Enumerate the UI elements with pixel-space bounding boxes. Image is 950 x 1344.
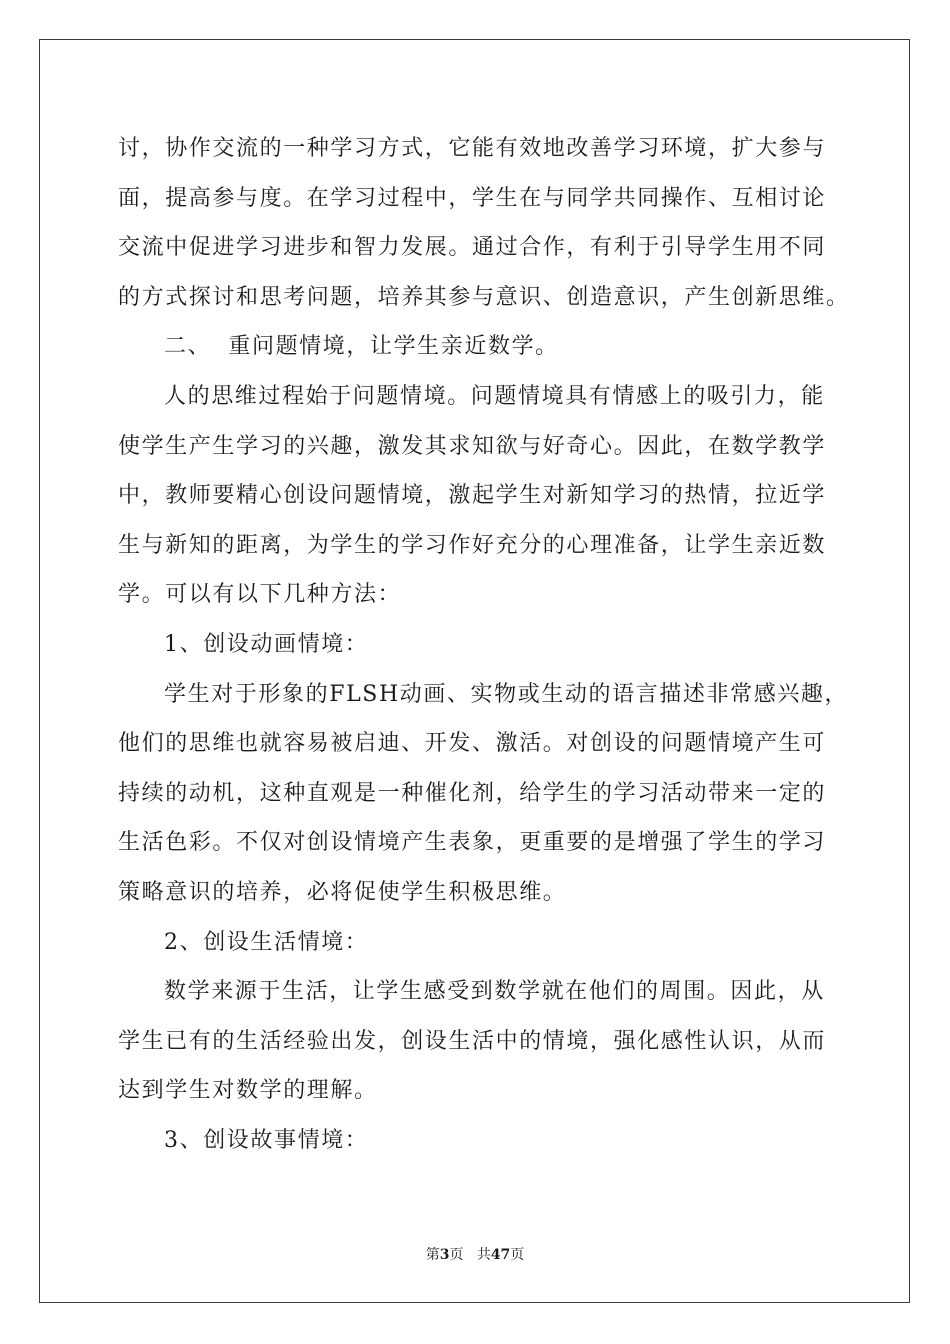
subsection-heading: 1、创设动画情境： bbox=[164, 631, 369, 657]
footer-total-pages: 47 bbox=[490, 1247, 511, 1263]
section-heading: 二、 重问题情境，让学生亲近数学。 bbox=[164, 334, 559, 360]
body-line: 生活色彩。不仅对创设情境产生表象，更重要的是增强了学生的学习 bbox=[118, 830, 827, 856]
body-line: 交流中促进学习进步和智力发展。通过合作，有利于引导学生用不同 bbox=[118, 235, 827, 261]
body-line: 中，教师要精心创设问题情境，激起学生对新知学习的热情，拉近学 bbox=[118, 483, 827, 509]
body-line: 讨，协作交流的一种学习方式，它能有效地改善学习环境，扩大参与 bbox=[118, 136, 827, 161]
footer-page-suffix: 页 bbox=[449, 1247, 464, 1263]
footer-page-number: 3 bbox=[439, 1247, 450, 1263]
subsection-heading: 3、创设故事情境： bbox=[164, 1127, 369, 1153]
body-line: 人的思维过程始于问题情境。问题情境具有情感上的吸引力，能 bbox=[164, 383, 825, 409]
body-line: 学生对于形象的FLSH动画、实物或生动的语言描述非常感兴趣， bbox=[164, 681, 849, 707]
body-line: 数学来源于生活，让学生感受到数学就在他们的周围。因此，从 bbox=[164, 979, 825, 1005]
body-line: 持续的动机，这种直观是一种催化剂，给学生的学习活动带来一定的 bbox=[118, 780, 827, 806]
body-line: 使学生产生学习的兴趣，激发其求知欲与好奇心。因此，在数学教学 bbox=[118, 433, 827, 459]
body-line: 他们的思维也就容易被启迪、开发、激活。对创设的问题情境产生可 bbox=[118, 731, 827, 757]
body-line: 策略意识的培养，必将促使学生积极思维。 bbox=[118, 879, 567, 905]
page-footer bbox=[0, 1244, 950, 1264]
body-line: 学生已有的生活经验出发，创设生活中的情境，强化感性认识，从而 bbox=[118, 1028, 827, 1054]
body-line: 学。可以有以下几种方法： bbox=[118, 582, 402, 608]
document-body bbox=[118, 130, 850, 1171]
subsection-heading: 2、创设生活情境： bbox=[164, 929, 369, 955]
body-line: 面，提高参与度。在学习过程中，学生在与同学共同操作、互相讨论 bbox=[118, 185, 827, 211]
footer-total-suffix: 页 bbox=[510, 1247, 525, 1263]
body-line: 达到学生对数学的理解。 bbox=[118, 1078, 378, 1104]
footer-total-prefix: 共 bbox=[476, 1247, 491, 1263]
footer-page-prefix: 第 bbox=[425, 1247, 440, 1263]
body-line: 的方式探讨和思考问题，培养其参与意识、创造意识，产生创新思维。 bbox=[118, 284, 850, 310]
body-line: 生与新知的距离，为学生的学习作好充分的心理准备，让学生亲近数 bbox=[118, 532, 827, 558]
